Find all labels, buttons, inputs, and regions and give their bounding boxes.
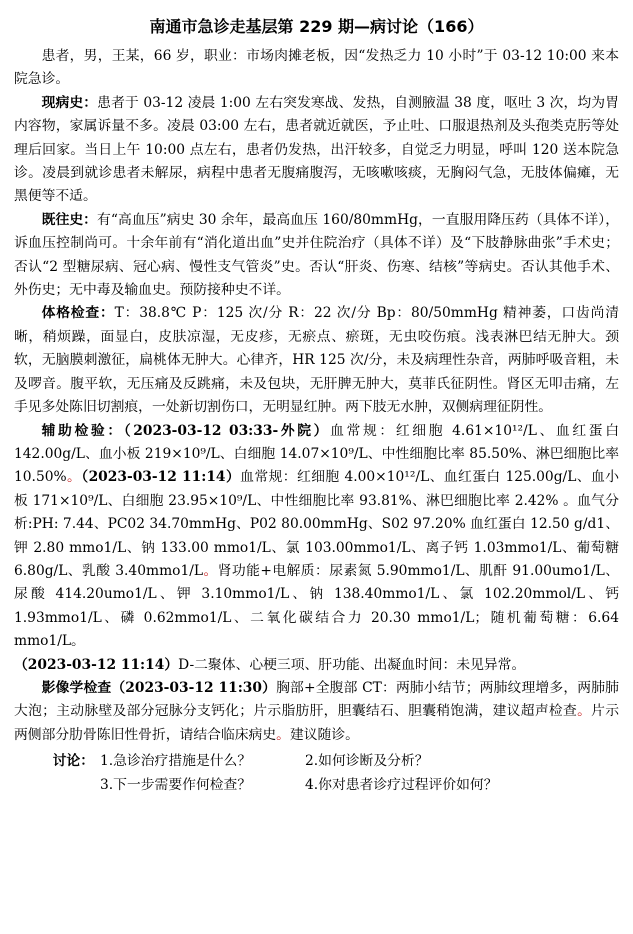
discussion-label: 讨论： [52,753,94,770]
aux-exam-label: 辅助检验： [41,422,124,439]
past-history-paragraph [14,209,619,303]
imaging-paragraph [14,677,619,747]
discussion-section [14,749,619,797]
imaging-label: 影像学检查（2023-03-12 11:30） [41,679,277,696]
intro-text: 患者，男，王某，66 岁，职业：市场肉摊老板，因“发热乏力 10 小时”于 03-12 10:00 来本院急诊。 [14,48,619,88]
aux-exam-separator-2: 。 [203,562,218,579]
present-history-label: 现病史： [41,94,98,111]
aux-exam-result-4: D-二聚体、心梗三项、肝功能、出凝血时间：未见异常。 [178,656,526,673]
present-history-paragraph [14,92,619,209]
aux-exam-paragraph-2 [14,654,619,677]
aux-exam-result-2: 血常规：红细胞 4.00×10¹²/L、血红蛋白 125.00g/L、血小板 171×10⁹/L、白细胞 23.95×10⁹/L、中性细胞比率 93.81%、淋巴细胞比率 2.42% 。血气分析:PH: 7.44、PC02 34.70mmHg、P02 80.00mmHg、S02 97.20% 血红蛋白 12.50 g/d1、钾 2.80 mmo1/L、钠 133.00 mmo1/L、氯 103.00mmo1/L、离子钙 1.03mmo1/L、葡萄糖 6.80g/L、乳酸 3.40mmo1/L [14,469,619,579]
imaging-text-2: 片示两侧部分肋骨陈旧性骨折，请结合临床病史 [14,703,620,743]
aux-exam-time-2: （2023-03-12 11:14） [81,469,241,486]
discussion-row-1 [14,749,619,773]
aux-exam-separator-1: 。 [66,469,82,486]
discussion-question-4: 4.你对患者诊疗过程评价如何？ [305,777,498,794]
physical-exam-text: T：38.8℃ P：125 次/分 R：22 次/分 Bp：80/50mmHg 精神萎，口齿尚清晰，稍烦躁，面显白，皮肤凉湿，无皮疹，无瘀点、瘀斑，无虫咬伤痕。浅表淋巴结无肿大。颈软，无脑膜刺激征，扁桃体无肿大。心律齐，HR 125 次/分，未及病理性杂音，两肺呼吸音粗，未及啰音。腹平软，无压痛及反跳痛，未及包块，无肝脾无肿大，莫菲氏征阴性。肾区无叩击痛，左手见多处陈旧切割痕，一处新切割伤口，无明显红肿。两下肢无水肿，双侧病理征阴性。 [14,305,619,416]
imaging-text-1: 胸部+全腹部 CT：两肺小结节；两肺纹理增多，两肺肺大泡；主动脉壁及部分冠脉分支钙化；片示脂肪肝，胆囊结石、胆囊稍饱满，建议超声检查 [14,679,619,720]
physical-exam-label: 体格检查： [41,305,115,322]
imaging-red-separator-1: 。 [577,703,592,720]
aux-exam-result-3: 肾功能+电解质：尿素氮 5.90mmo1/L、肌酐 91.00umo1/L、尿酸 414.20umo1/L、钾 3.10mmo1/L、钠 138.40mmo1/L、氯 102.20mmol/L、钙 1.93mmo1/L、磷 0.62mmo1/L、二氧化碳结合力 20.30 mmo1/L；随机葡萄糖：6.64 mmo1/L。 [14,562,619,650]
aux-exam-time-3: （2023-03-12 11:14） [14,656,179,673]
discussion-row-2 [14,773,619,797]
imaging-text-3: 建议随诊。 [289,726,359,743]
physical-exam-paragraph [14,302,619,419]
past-history-label: 既往史： [41,211,98,228]
present-history-text: 患者于 03-12 凌晨 1:00 左右突发寒战、发热，自测腋温 38 度，呕吐 3 次，均为胃内容物，家属诉量不多。凌晨 03:00 左右，患者就近就医，予止吐、口服退热剂及头孢类克肟等处理后回家。当日上午 10:00 点左右，患者仍发热，出汗较多，自觉乏力明显，呼叫 120 送本院急诊。凌晨到就诊患者未解尿，病程中患者无腹痛腹泻，无咳嗽咳痰，无胸闷气急，无肢体偏瘫，无黑便等不适。 [14,94,619,205]
discussion-question-1: 1.急诊治疗措施是什么？ [100,753,252,770]
document-title: 南通市急诊走基层第 229 期—病讨论（166） [149,17,484,36]
aux-exam-time-1: （2023-03-12 03:33-外院） [123,422,331,439]
discussion-question-2: 2.如何诊断及分析？ [305,753,429,770]
aux-exam-result-1: 血常规：红细胞 4.61×10¹²/L、血红蛋白 142.00g/L、血小板 219×10⁹/L、白细胞 14.07×10⁹/L、中性细胞比率 85.50%、淋巴细胞比率 10.50% [14,422,620,486]
intro-paragraph [14,45,619,92]
discussion-question-3: 3.下一步需要作何检查？ [100,777,252,794]
imaging-red-separator-2: 。 [276,726,290,743]
past-history-text: 有“高血压”病史 30 余年，最高血压 160/80mmHg，一直服用降压药（具体不详），诉血压控制尚可。十余年前有“消化道出血”史并住院治疗（具体不详）及“下肢静脉曲张”手术史；否认“2 型糖尿病、冠心病、慢性支气管炎”史。否认“肝炎、伤寒、结核”等病史。否认其他手术、外伤史；无中毒及输血史。预防接种史不详。 [14,211,619,299]
aux-exam-paragraph [14,420,619,654]
